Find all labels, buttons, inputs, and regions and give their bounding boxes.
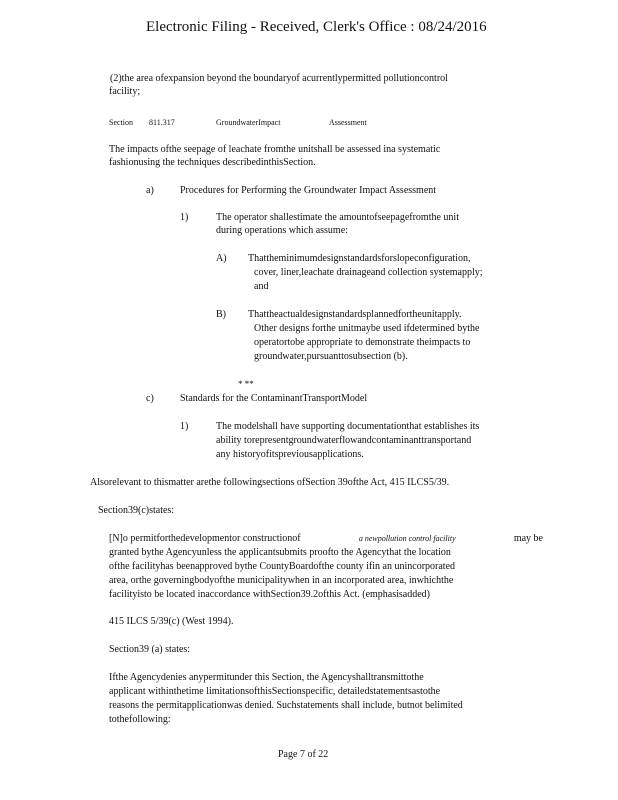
quote-text: [N]o permitforthedevelopmentor constructionof: [109, 533, 301, 544]
para-line: fashionusing the techniques describedinthisSection.: [109, 157, 316, 168]
section-heading: Section39 (a) states:: [109, 644, 191, 655]
item-text: Thattheminimumdesignstandardsforslopeconfiguration,: [248, 253, 471, 264]
item-label: A): [216, 253, 227, 264]
item-text: during operations which assume:: [216, 225, 348, 236]
citation: 415 ILCS 5/39(c) (West 1994).: [109, 616, 234, 627]
para-line: The impacts ofthe seepage of leachate fromthe unitshall be assessed ina systematic: [109, 144, 441, 155]
item-text: and: [254, 281, 269, 292]
item-label: 1): [180, 212, 189, 223]
item-text: cover, liner,leachate drainageand collection systemapply;: [254, 267, 483, 278]
section-label: Section: [109, 118, 133, 127]
item-label: 1): [180, 421, 189, 432]
ellipsis-marker: * **: [238, 379, 254, 389]
item-text: Other designs forthe unitmaybe used ifdetermined bythe: [254, 323, 480, 334]
section-title: GroundwaterImpact: [216, 118, 281, 127]
quote-line: reasons the permitapplicationwas denied. Suchstatements shall include, butnot belimited: [109, 700, 463, 711]
para-line: Alsorelevant to thismatter arethe followingsections ofSection 39ofthe Act, 415 ILCS5/39.: [90, 477, 450, 488]
item-text: any historyofitspreviousapplications.: [216, 449, 364, 460]
item-label: c): [146, 393, 154, 404]
quote-line: ofthe facilityhas beenapproved bythe CountyBoardofthe county ifin an unincorporated: [109, 561, 456, 572]
item-label: B): [216, 309, 226, 320]
item-text: groundwater,pursuanttosubsection (b).: [254, 351, 408, 362]
section-heading: Section39(c)states:: [98, 505, 175, 516]
item-label: a): [146, 185, 154, 196]
item-text: ability torepresentgroundwaterflowandcontaminanttransportand: [216, 435, 472, 446]
quote-line: [109, 533, 543, 545]
para-line: facility;: [109, 86, 141, 97]
quote-italic: a newpollution control facility: [358, 534, 456, 543]
item-text: The operator shallestimate the amountofseepagefromthe unit: [216, 212, 459, 223]
page-number: Page 7 of 22: [278, 749, 329, 760]
quote-line: applicant withinthetime limitationsofthisSectionspecific, detailedstatementsastothe: [109, 686, 441, 697]
quote-line: Ifthe Agencydenies anypermitunder this Section, the Agencyshalltransmittothe: [109, 672, 424, 683]
quote-line: area, orthe governingbodyofthe municipalitywhen in an incorporated area, inwhichthe: [109, 575, 454, 586]
item-text: operatortobe appropriate to demonstrate theimpacts to: [254, 337, 471, 348]
quote-line: tothefollowing:: [109, 714, 171, 725]
section-title: Assessment: [329, 118, 367, 127]
quote-line: facilityisto be located inaccordance withSection39.2ofthis Act. (emphasisadded): [109, 589, 431, 600]
item-text: Thattheactualdesignstandardsplannedfortheunitapply.: [248, 309, 462, 320]
quote-line: granted bythe Agencyunless the applicantsubmits proofto the Agencythat the location: [109, 547, 451, 558]
para-line: (2)the area ofexpansion beyond the boundaryof acurrentlypermitted pollutioncontrol: [110, 73, 448, 84]
item-text: The modelshall have supporting documentationthat establishes its: [216, 421, 480, 432]
quote-text: may be: [513, 533, 543, 544]
item-text: Standards for the ContaminantTransportModel: [180, 393, 368, 404]
section-number: 811.317: [149, 118, 175, 127]
item-text: Procedures for Performing the Groundwater Impact Assessment: [180, 185, 437, 196]
filing-header: Electronic Filing - Received, Clerk's Office : 08/24/2016: [146, 19, 487, 35]
